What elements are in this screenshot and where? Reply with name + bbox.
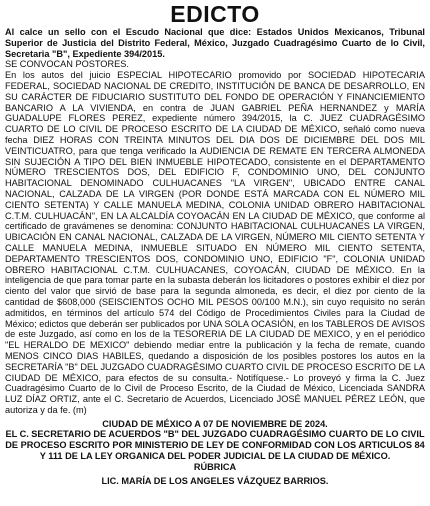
document-title: EDICTO [170, 1, 260, 27]
closing-statement: EL C. SECRETARIO DE ACUERDOS "B" DEL JUZGADO CUADRAGÉSIMO CUARTO DE LO CIVIL DE PROCESO ESCRITO POR MINISTERIO DE LEY DE CONFORMIDAD CON LOS ARTICULOS 84 Y 111 DE LA LEY ORGANICA DEL PODER JUDICIAL DE LA CIUDAD DE MÉXICO. [5, 429, 425, 462]
edicto-document [0, 2, 430, 506]
rubrica-label: RÚBRICA [193, 461, 237, 472]
seal-header: Al calce un sello con el Escudo Nacional que dice: Estados Unidos Mexicanos, Tribunal Superior de Justicia del Distrito Federal, México, Juzgado Cuadragésimo Cuarto de lo Civil, Secretaria "B", Expediente 394/2015. [5, 27, 425, 59]
signer-name: LIC. MARÍA DE LOS ANGELES VÁZQUEZ BARRIOS. [101, 475, 329, 486]
body-text: En los autos del juicio ESPECIAL HIPOTECARIO promovido por SOCIEDAD HIPOTECARIA FEDERAL, SOCIEDAD NACIONAL DE CREDITO, INSTITUCIÓN DE BANCA DE DESARROLLO, EN SU CARÁCTER DE FIDUCIARIO SUSTITUTO DEL FONDO DE OPERACIÓN Y FINANCIEMIENTO BANCARIO A LA VIVIENDA, en contra de JUAN GABRIEL PEÑA HERNANDEZ y MARÍA GUADALUPE FLORES PEREZ, expediente número 394/2015, la C. JUEZ CUADRAGÉSIMO CUARTO DE LO CIVIL DE PROCESO ESCRITO DE LA CIUDAD DE MÉXICO, señaló como nueva fecha DIEZ HORAS CON TREINTA MINUTOS DEL DIA DOS DE DICIEMBRE DEL DOS MIL VEINTICUATRO, para que tenga verificado la AUDIENCIA DE REMATE EN TERCERA ALMONEDA SIN SUJECIÓN A TIPO DEL BIEN INMUEBLE HIPOTECADO, consistente en el DEPARTAMENTO NÚMERO TRESCIENTOS DOS, DEL EDIFICIO F, CONDOMINIO UNO, DEL CONJUNTO HABITACIONAL DENOMINADO CULHUACANES "LA VIRGEN", UBICADO ENTRE CANAL NACIONAL, CALZADA DE LA VIRGEN (POR DONDE ESTÁ MARCADA CON EL NÚMERO MIL CIENTO SETENTA) Y CALLE MANUELA MEDINA, COLONIA UNIDAD OBRERO HABITACIONAL C.T.M. CULHUACÁN", EN LA ALCALDÍA COYOACÁN EN LA CIUDAD DE MÉXICO, que conforme al certificado de gravámenes se denomina: CONJUNTO HABITACIONAL CULHUACANES LA VIRGEN, UBICACIÓN EN CANAL NACIONAL, CALZADA DE LA VIRGEN, NÚMERO MIL CIENTO SETENTA Y CALLE MANUELA MEDINA, INMUEBLE SITUADO EN NÚMERO MIL CIENTO SETENTA, DEPARTAMENTO TRESCIENTOS DOS, CONDOMINIO UNO, EDIFICIO "F", COLONIA UNIDAD OBRERO HABITACIONAL C.T.M. CULHUACANES, COYOACÁN, CIUDAD DE MÉXICO. En la inteligencia de que para tomar parte en la subasta deberán los licitadores o postores exhibir el diez por ciento del valor que sirvió de base para la segunda almoneda, es decir, el diez por ciento de la cantidad de $608,000 (SEISCIENTOS OCHO MIL PESOS 00/100 M.N.), sin cuyo requisito no serán admitidos, en términos del artículo 574 del Código de Procedimientos Civiles para la Ciudad de México; edictos que deberán ser publicados por UNA SOLA OCASIÓN, en los TABLEROS DE AVISOS de este Juzgado, así como en los de la TESORERIA DE LA CIUDAD DE MEXICO, y en el periódico "EL HERALDO DE MEXICO" debiendo mediar entre la publicación y la fecha de remate, cuando MENOS CINCO DIAS HABILES, quedando a disposición de los posibles postores los autos en la SECRETARÍA "B" DEL JUZGADO CUADRAGÉSIMO CUARTO CIVIL DE PROCESO ESCRITO DE LA CIUDAD DE MÉXICO, para efectos de su consulta.- Notifíquese.- Lo proveyó y firma la C. Juez Cuadragésimo Cuarto de lo Civil de Proceso Escrito, de la Ciudad de México, Licenciada SANDRA LUZ DÍAZ ORTIZ, ante el C. Secretario de Acuerdos, Licenciado JOSÉ MANUEL PÉREZ LEÓN, que autoriza y da fe. (m) [5, 70, 425, 415]
issue-date: CIUDAD DE MÉXICO A 07 DE NOVIEMBRE DE 2024. [102, 418, 328, 429]
convocation-notice: SE CONVOCAN POSTORES. [5, 59, 129, 70]
